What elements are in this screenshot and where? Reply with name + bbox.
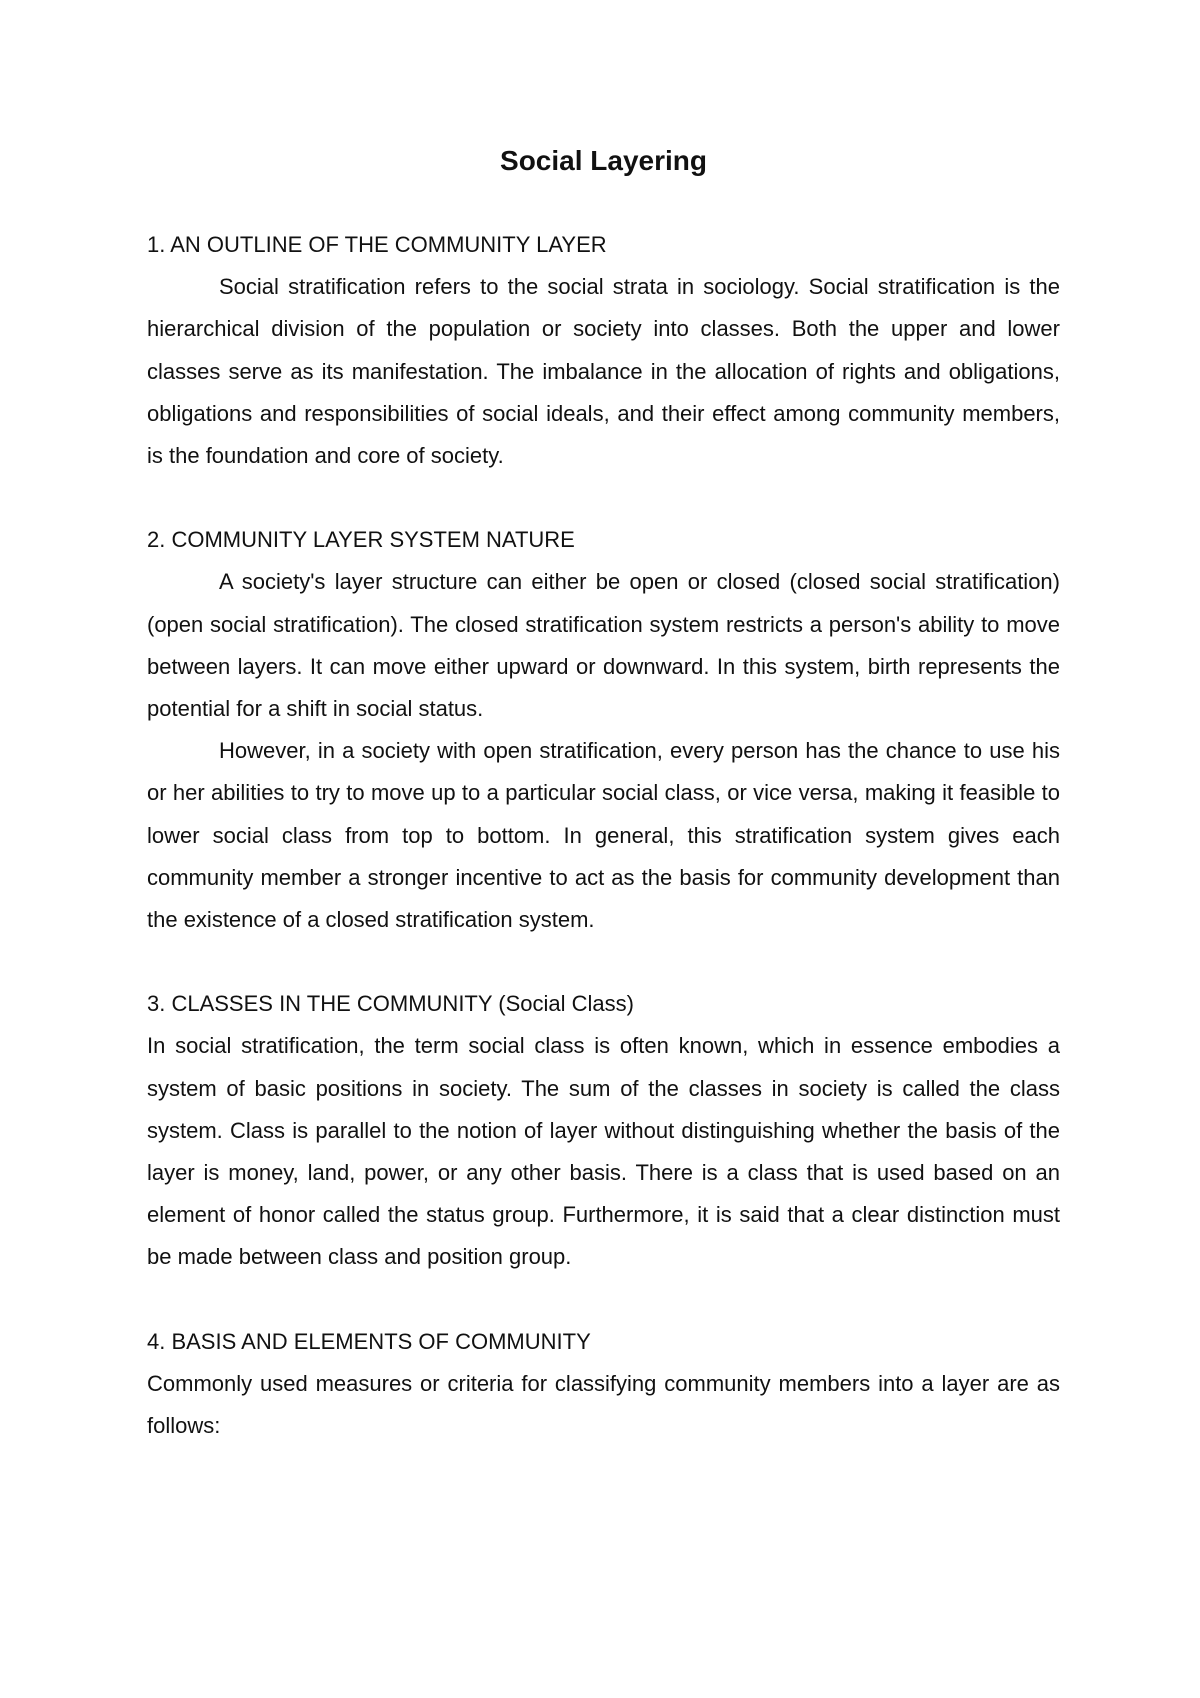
section-heading: 4. BASIS AND ELEMENTS OF COMMUNITY — [147, 1328, 591, 1354]
document-title: Social Layering — [500, 145, 707, 176]
section-paragraph: In social stratification, the term social class is often known, which in essence embodies a system of basic positions in society. The sum of the classes in society is called the class system. Class is parallel to the notion of layer without distinguishing whether the basis of the layer is money, land, power, or any other basis. There is a class that is used based on an element of honor called the status group. Furthermore, it is said that a clear distinction must be made between class and position group. — [147, 1033, 1060, 1270]
section-basis-elements — [147, 1321, 1060, 1448]
section-outline — [147, 224, 1060, 477]
section-heading: 2. COMMUNITY LAYER SYSTEM NATURE — [147, 527, 575, 553]
section-paragraph: Commonly used measures or criteria for classifying community members into a layer are as follows: — [147, 1370, 1060, 1439]
section-paragraph: However, in a society with open stratification, every person has the chance to use his or her abilities to try to move up to a particular social class, or vice versa, making it feasible to lower social class from top to bottom. In general, this stratification system gives each community member a stronger incentive to act as the basis for community development than the existence of a closed stratification system. — [147, 738, 1060, 933]
section-heading: 1. AN OUTLINE OF THE COMMUNITY LAYER — [147, 232, 607, 257]
section-heading: 3. CLASSES IN THE COMMUNITY (Social Class) — [147, 991, 634, 1017]
section-social-class — [147, 983, 1060, 1278]
section-paragraph: A society's layer structure can either be open or closed (closed social stratification) (open social stratification). The closed stratification system restricts a person's ability to move between layers. It can move either upward or downward. In this system, birth represents the potential for a shift in social status. — [147, 569, 1060, 722]
section-paragraph: Social stratification refers to the social strata in sociology. Social stratification is the hierarchical division of the population or society into classes. Both the upper and lower classes serve as its manifestation. The imbalance in the allocation of rights and obligations, obligations and responsibilities of social ideals, and their effect among community members, is the foundation and core of society. — [147, 274, 1060, 469]
document-body — [147, 140, 1060, 1489]
section-system-nature — [147, 519, 1060, 941]
